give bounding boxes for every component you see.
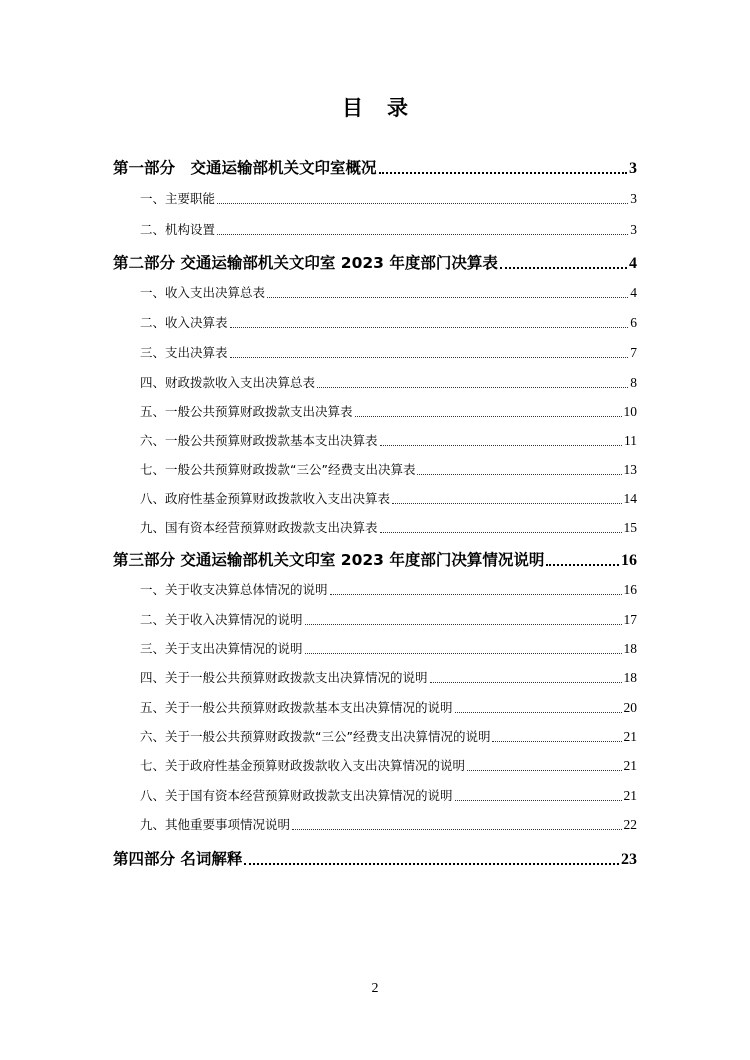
toc-entry-page: 21 [623, 788, 637, 803]
toc-entry-page: 21 [623, 729, 637, 744]
toc-entry-label: 第二部分 交通运输部机关文印室 2023 年度部门决算表 [113, 254, 498, 272]
toc-entry-page: 16 [623, 582, 637, 597]
dot-leader [392, 490, 621, 508]
toc-entry-page: 18 [623, 670, 637, 685]
toc-entry-page: 20 [623, 700, 637, 715]
toc-entry-page: 4 [630, 285, 637, 300]
dot-leader [417, 461, 621, 479]
toc-entry-page: 4 [629, 255, 637, 272]
dot-leader [546, 549, 619, 571]
toc-entry-page: 22 [623, 817, 637, 832]
toc-entry-label: 六、关于一般公共预算财政拨款“三公”经费支出决算情况的说明 [140, 729, 491, 744]
dot-leader [430, 669, 622, 687]
dot-leader [292, 816, 621, 834]
toc-entry-label: 四、关于一般公共预算财政拨款支出决算情况的说明 [140, 670, 428, 685]
toc-entry-page: 3 [630, 222, 637, 237]
dot-leader [500, 252, 627, 274]
toc-entry-label: 五、一般公共预算财政拨款支出决算表 [140, 404, 353, 419]
toc-entry-3-8[interactable] [140, 787, 637, 805]
dot-leader [379, 157, 627, 179]
dot-leader [217, 221, 628, 239]
toc-entry-label: 一、主要职能 [140, 191, 216, 206]
dot-leader [267, 284, 628, 302]
toc-entry-3-3[interactable] [140, 640, 637, 658]
toc-entry-label: 第一部分 交通运输部机关文印室概况 [113, 159, 377, 177]
toc-entry-label: 二、机构设置 [140, 222, 216, 237]
toc-entry-label: 一、关于收支决算总体情况的说明 [140, 582, 328, 597]
page-number: 2 [371, 981, 379, 996]
toc-entry-1-1[interactable] [140, 190, 637, 208]
toc-entry-label: 一、收入支出决算总表 [140, 285, 266, 300]
dot-leader [317, 374, 628, 392]
dot-leader [244, 848, 619, 870]
toc-entry-label: 三、关于支出决算情况的说明 [140, 641, 303, 656]
dot-leader [330, 581, 622, 599]
toc-entry-2-9[interactable] [140, 519, 637, 537]
toc-entry-page: 13 [623, 462, 637, 477]
toc-entry-2-2[interactable] [140, 314, 637, 332]
toc-entry-page: 10 [623, 404, 637, 419]
toc-entry-label: 三、支出决算表 [140, 345, 228, 360]
toc-entry-page: 8 [630, 375, 637, 390]
toc-entry-3-7[interactable] [140, 757, 637, 775]
toc-entry-2-3[interactable] [140, 344, 637, 362]
toc-entry-page: 23 [621, 851, 637, 868]
dot-leader [380, 432, 622, 450]
toc-entry-3-6[interactable] [140, 728, 637, 746]
toc-entry-label: 六、一般公共预算财政拨款基本支出决算表 [140, 433, 378, 448]
toc-entry-3-5[interactable] [140, 699, 637, 717]
toc-entry-label: 四、财政拨款收入支出决算总表 [140, 375, 316, 390]
toc-entry-2-7[interactable] [140, 461, 637, 479]
toc-entry-label: 八、政府性基金预算财政拨款收入支出决算表 [140, 491, 391, 506]
toc-entry-page: 7 [630, 345, 637, 360]
toc-entry-page: 17 [623, 612, 637, 627]
toc-entry-label: 八、关于国有资本经营预算财政拨款支出决算情况的说明 [140, 788, 453, 803]
toc-entry-label: 第四部分 名词解释 [113, 850, 243, 868]
toc-entry-part-3[interactable] [113, 549, 637, 571]
toc-entry-page: 21 [623, 758, 637, 773]
toc-entry-1-2[interactable] [140, 221, 637, 239]
toc-entry-2-8[interactable] [140, 490, 637, 508]
toc-entry-part-1[interactable] [113, 157, 637, 179]
toc-title: 目录 [342, 96, 432, 120]
dot-leader [492, 728, 621, 746]
toc-entry-label: 二、关于收入决算情况的说明 [140, 612, 303, 627]
toc-entry-page: 3 [630, 191, 637, 206]
toc-entry-label: 七、关于政府性基金预算财政拨款收入支出决算情况的说明 [140, 758, 466, 773]
dot-leader [305, 611, 622, 629]
toc-entry-label: 第三部分 交通运输部机关文印室 2023 年度部门决算情况说明 [113, 551, 545, 569]
toc-entry-2-4[interactable] [140, 374, 637, 392]
toc-entry-3-4[interactable] [140, 669, 637, 687]
toc-entry-label: 五、关于一般公共预算财政拨款基本支出决算情况的说明 [140, 700, 453, 715]
toc-entry-page: 15 [623, 520, 637, 535]
dot-leader [467, 757, 621, 775]
dot-leader [355, 403, 622, 421]
dot-leader [217, 190, 628, 208]
toc-entry-2-1[interactable] [140, 284, 637, 302]
toc-entry-label: 七、一般公共预算财政拨款“三公”经费支出决算表 [140, 462, 416, 477]
toc-entry-page: 3 [629, 160, 637, 177]
dot-leader [230, 314, 629, 332]
dot-leader [380, 519, 622, 537]
toc-entry-page: 18 [623, 641, 637, 656]
toc-entry-2-6[interactable] [140, 432, 637, 450]
toc-entry-part-2[interactable] [113, 252, 637, 274]
toc-entry-page: 14 [623, 491, 637, 506]
toc-entry-page: 6 [630, 315, 637, 330]
toc-entry-3-2[interactable] [140, 611, 637, 629]
toc-entry-3-9[interactable] [140, 816, 637, 834]
dot-leader [305, 640, 622, 658]
dot-leader [455, 787, 622, 805]
dot-leader [230, 344, 629, 362]
toc-entry-page: 16 [621, 552, 637, 569]
toc-entry-part-4[interactable] [113, 848, 637, 870]
dot-leader [455, 699, 622, 717]
toc-entry-3-1[interactable] [140, 581, 637, 599]
toc-entry-label: 九、其他重要事项情况说明 [140, 817, 291, 832]
toc-entry-label: 九、国有资本经营预算财政拨款支出决算表 [140, 520, 378, 535]
toc-entry-page: 11 [624, 433, 637, 448]
toc-entry-2-5[interactable] [140, 403, 637, 421]
toc-entry-label: 二、收入决算表 [140, 315, 228, 330]
